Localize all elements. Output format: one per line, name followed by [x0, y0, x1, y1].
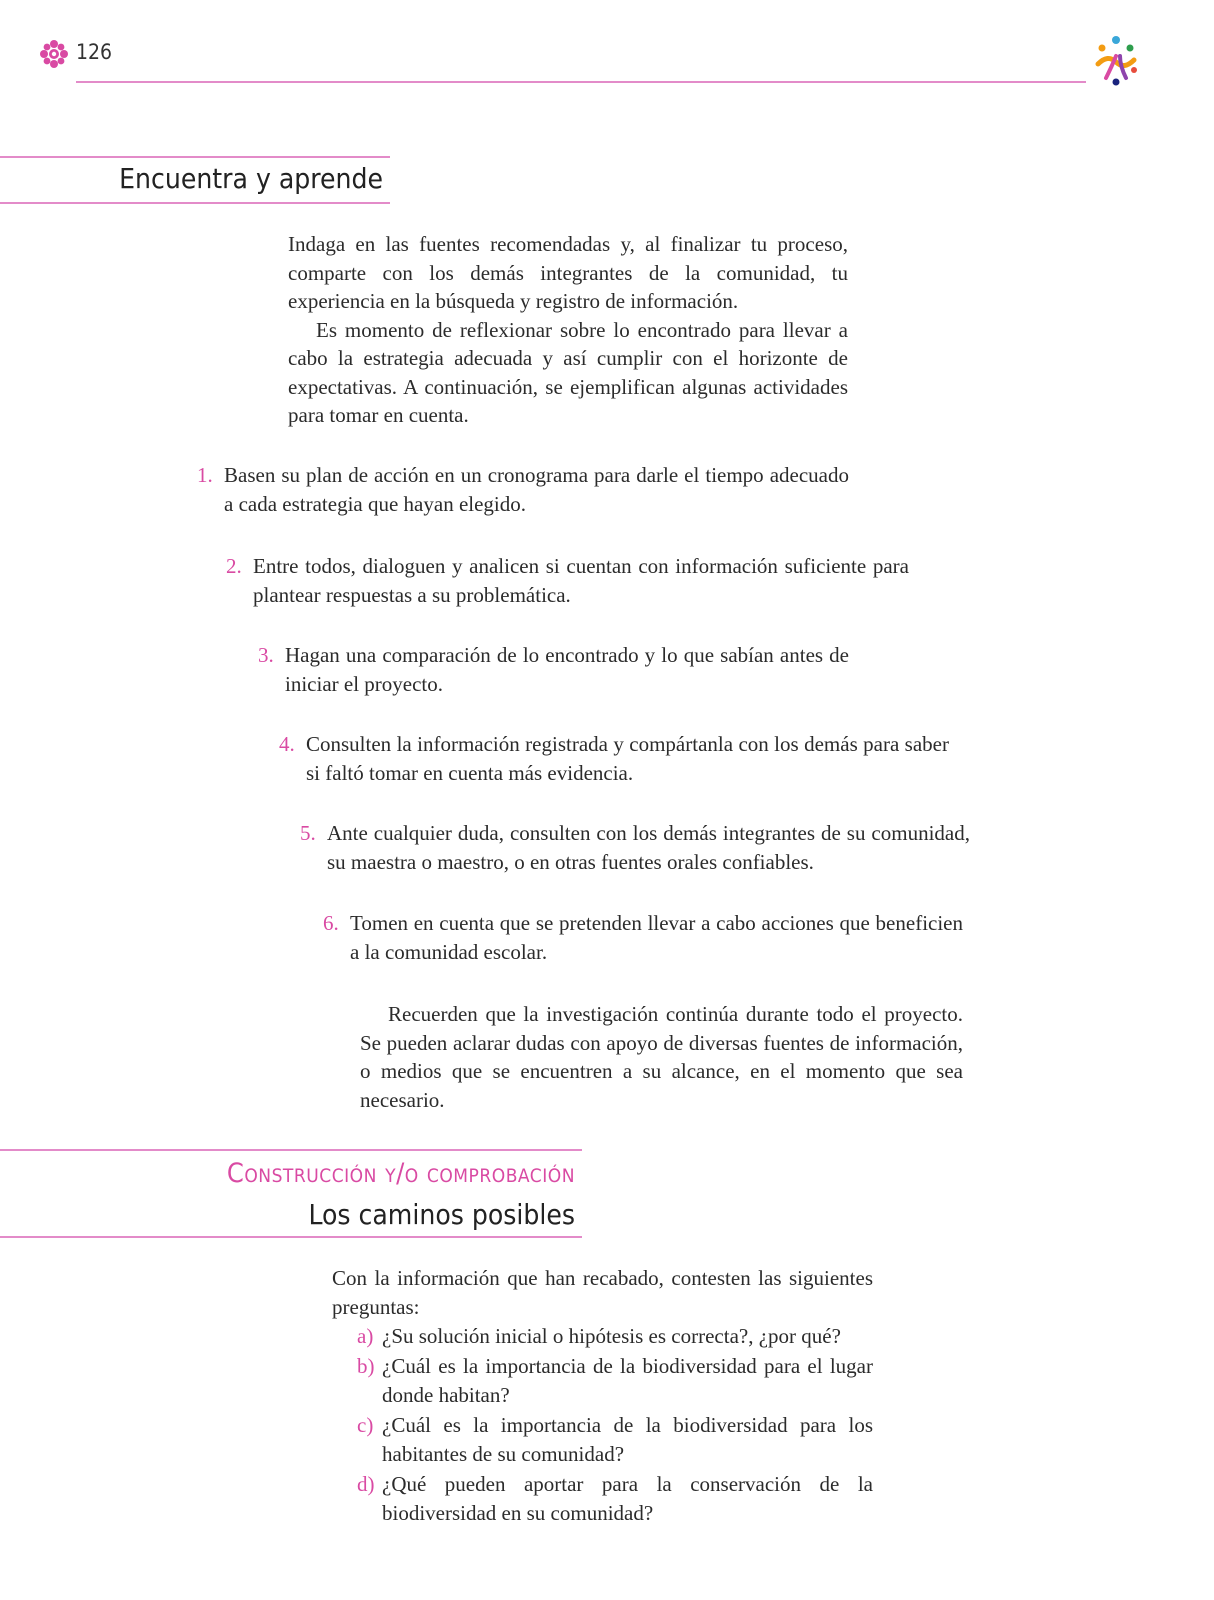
question-letter: c)	[357, 1412, 374, 1437]
question-letter: a)	[357, 1324, 374, 1348]
section-rule-top	[0, 1149, 582, 1151]
intro-paragraph: Es momento de reflexionar sobre lo encontrado para llevar a cabo la estrategia adecuada y así cumplir con el horizonte de expectativas. A continuación, se ejemplifican algunas actividades para tomar en cuenta.	[288, 317, 848, 427]
question-letter: d)	[357, 1471, 375, 1496]
questions-intro-text	[332, 1264, 873, 1321]
list-number: 6.	[323, 911, 339, 935]
question-letter: b)	[357, 1353, 375, 1378]
list-item	[323, 909, 963, 967]
section-title: Los caminos posibles	[308, 1198, 575, 1231]
section-rule-top	[0, 156, 390, 158]
page-number: 126	[76, 40, 113, 64]
list-item	[279, 730, 949, 788]
intro-paragraph: Indaga en las fuentes recomendadas y, al finalizar tu proceso, comparte con los demás integrantes de la comunidad, tu experiencia en la búsqueda y registro de información.	[288, 232, 848, 313]
section-rule-bottom	[0, 202, 390, 204]
list-item	[197, 461, 849, 519]
list-text: Consulten la información registrada y compártanla con los demás para saber si faltó tomar en cuenta más evidencia.	[306, 732, 949, 785]
header-rule	[76, 81, 1086, 83]
question-text: ¿Cuál es la importancia de la biodiversidad para el lugar donde habitan?	[382, 1353, 873, 1407]
questions-intro: Con la información que han recabado, contesten las siguientes preguntas:	[332, 1266, 873, 1319]
question-item	[357, 1322, 873, 1352]
closing-text	[360, 1000, 963, 1114]
list-number: 2.	[226, 554, 242, 578]
question-text: ¿Su solución inicial o hipótesis es correcta?, ¿por qué?	[382, 1324, 841, 1348]
question-text: ¿Cuál es la importancia de la biodiversidad para los habitantes de su comunidad?	[382, 1412, 873, 1466]
list-number: 5.	[300, 821, 316, 845]
list-number: 4.	[279, 732, 295, 756]
list-item	[226, 552, 909, 610]
flower-glyph-icon	[40, 40, 68, 68]
section-rule-bottom	[0, 1236, 582, 1238]
closing-paragraph: Recuerden que la investigación continúa durante todo el proyecto. Se pueden aclarar dudas con apoyo de diversas fuentes de información, o medios que se encuentren a su alcance, en el momento que sea necesario.	[360, 1002, 963, 1112]
list-number: 1.	[197, 463, 213, 487]
list-item	[300, 819, 970, 877]
list-item	[258, 641, 849, 699]
intro-text	[288, 230, 848, 430]
list-text: Basen su plan de acción en un cronograma para darle el tiempo adecuado a cada estrategia que hayan elegido.	[224, 463, 849, 516]
list-text: Ante cualquier duda, consulten con los demás integrantes de su comunidad, su maestra o maestro, o en otras fuentes orales confiables.	[327, 821, 970, 874]
question-item	[357, 1470, 873, 1529]
question-list	[357, 1322, 873, 1529]
list-number: 3.	[258, 643, 274, 667]
list-text: Tomen en cuenta que se pretenden llevar a cabo acciones que beneficien a la comunidad escolar.	[350, 911, 963, 964]
question-item	[357, 1352, 873, 1411]
section-title: Encuentra y aprende	[119, 162, 383, 195]
list-text: Entre todos, dialoguen y analicen si cuentan con información suficiente para plantear respuestas a su problemática.	[253, 554, 909, 607]
section-kicker: Construcción y/o comprobación	[226, 1158, 575, 1189]
question-text: ¿Qué pueden aportar para la conservación de la biodiversidad en su comunidad?	[382, 1471, 873, 1525]
question-item	[357, 1411, 873, 1470]
list-text: Hagan una comparación de lo encontrado y lo que sabían antes de iniciar el proyecto.	[285, 643, 849, 696]
community-people-icon	[1090, 34, 1142, 86]
